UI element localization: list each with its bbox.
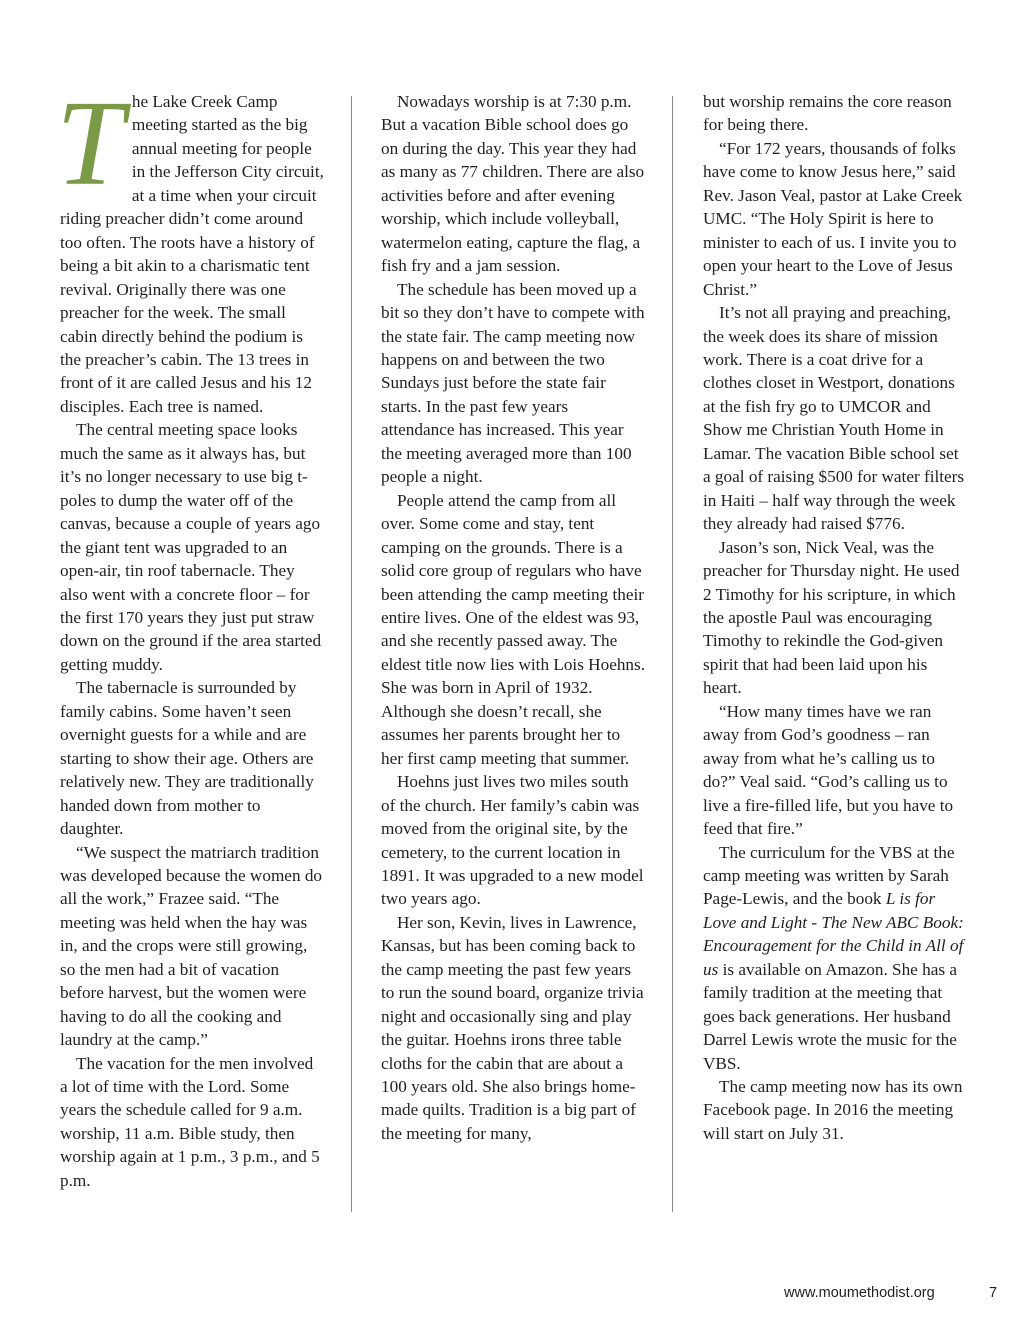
column-divider <box>672 96 673 1212</box>
article-paragraph: Her son, Kevin, lives in Lawrence, Kansas, but has been coming back to the camp meeting the past few years to run the sound board, organize trivia night and occasionally sing and play the guitar. Hoehns irons three table cloths for the cabin that are about a 100 years old. She also brings home-made quilts. Tradition is a big part of the meeting for many, <box>381 912 644 1143</box>
article-paragraph: “We suspect the matriarch tradition was developed because the women do all the work,” Frazee said. “The meeting was held when the hay was in, and the crops were still growing, so the men had a bit of vacation before harvest, but the women were having to do all the cooking and laundry at the camp.” <box>60 842 323 1050</box>
article-paragraph: The camp meeting now has its own Facebook page. In 2016 the meeting will start on July 31. <box>703 1077 963 1143</box>
article-paragraph: The schedule has been moved up a bit so they don’t have to compete with the state fair. The camp meeting now happens on and between the two Sundays just before the state fair starts. In the past few years attendance has increased. This year the meeting averaged more than 100 people a night. <box>381 279 645 487</box>
article-paragraph: The tabernacle is surrounded by family cabins. Some haven’t seen overnight guests for a while and are starting to show their age. Others are relatively new. They are traditionally handed down from mother to daughter. <box>60 678 314 839</box>
article-column-2 <box>381 90 645 1145</box>
article-paragraph: Hoehns just lives two miles south of the church. Her family’s cabin was moved from the original site, by the cemetery, to the current location in 1891. It was upgraded to a new model two years ago. <box>381 772 644 909</box>
paragraph-text: is available on Amazon. She has a family tradition at the meeting that goes back generations. Her husband Darrel Lewis wrote the music for the VBS. <box>703 959 957 1073</box>
article-paragraph: The vacation for the men involved a lot of time with the Lord. Some years the schedule called for 9 a.m. worship, 11 a.m. Bible study, then worship again at 1 p.m., 3 p.m., and 5 p.m. <box>60 1053 320 1190</box>
article-paragraph: It’s not all praying and preaching, the week does its share of mission work. There is a coat drive for a clothes closet in Westport, donations at the fish fry go to UMCOR and Show me Christian Youth Home in Lamar. The vacation Bible school set a goal of raising $500 for water filters in Haiti – half way through the week they already had raised $776. <box>703 303 965 534</box>
article-paragraph <box>56 76 324 418</box>
article-paragraph: The central meeting space looks much the same as it always has, but it’s no longer necessary to use big t-poles to dump the water off of the canvas, because a couple of years ago the giant tent was upgraded to an open-air, tin roof tabernacle. They also went with a concrete floor – for the first 170 years they just put straw down on the ground if the area started getting muddy. <box>60 420 322 674</box>
article-paragraph: “How many times have we ran away from God’s goodness – ran away from what he’s calling us to do?” Veal said. “God’s calling us to live a fire-filled life, but you have to feed that fire.” <box>703 701 954 839</box>
article-paragraph: People attend the camp from all over. Some come and stay, tent camping on the grounds. There is a solid core group of regulars who have been attending the camp meeting their entire lives. One of the eldest was 93, and she recently passed away. The eldest title now lies with Lois Hoehns. She was born in April of 1932. Although she doesn’t recall, she assumes her parents brought her to her first camp meeting that summer. <box>381 490 645 768</box>
page-number: 7 <box>989 1285 998 1301</box>
column-divider <box>351 96 352 1212</box>
article-paragraph <box>703 841 967 1076</box>
article-column-1 <box>56 76 324 1192</box>
book-title: L is for Love and Light - The New ABC Book: Encouragement for the Child in All of us <box>703 889 964 979</box>
article-paragraph: Nowadays worship is at 7:30 p.m. But a vacation Bible school does go on during the day. This year they had as many as 77 children. There are also activities before and after evening worship, which include volleyball, watermelon eating, capture the flag, a fish fry and a jam session. <box>381 92 645 276</box>
article-paragraph: “For 172 years, thousands of folks have come to know Jesus here,” said Rev. Jason Veal, pastor at Lake Creek UMC. “The Holy Spirit is here to minister to each of us. I invite you to open your heart to the Love of Jesus Christ.” <box>703 138 963 299</box>
drop-cap: T <box>56 76 124 211</box>
footer-website-link[interactable]: www.moumethodist.org <box>784 1285 935 1301</box>
article-column-3 <box>703 90 967 1145</box>
paragraph-text: The curriculum for the VBS at the camp meeting was written by Sarah Page-Lewis, and the book <box>703 842 955 909</box>
article-paragraph: Jason’s son, Nick Veal, was the preacher for Thursday night. He used 2 Timothy for his scripture, in which the apostle Paul was encouraging Timothy to rekindle the God-given spirit that had been laid upon his heart. <box>703 537 960 698</box>
article-paragraph: but worship remains the core reason for being there. <box>703 92 952 135</box>
paragraph-text: he Lake Creek Camp meeting started as the big annual meeting for people in the Jefferson City circuit, at a time when your circuit riding preacher didn’t come around too often. The roots have a history of being a bit akin to a charismatic tent revival. Originally there was one preacher for the week. The small cabin directly behind the podium is the preacher’s cabin. The 13 trees in front of it are called Jesus and his 12 disciples. Each tree is named. <box>60 92 324 416</box>
